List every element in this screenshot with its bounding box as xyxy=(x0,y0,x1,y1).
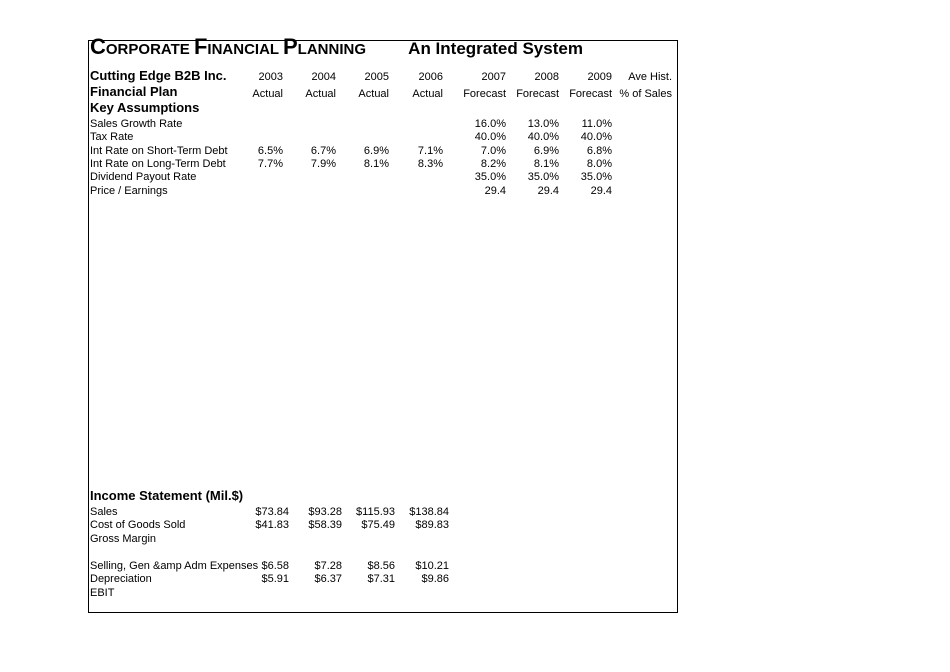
year-header: 2009 xyxy=(587,71,612,83)
assumption-value: 8.3% xyxy=(417,157,443,170)
year-type-header: Actual xyxy=(252,88,283,100)
year-header: Ave Hist. xyxy=(628,71,672,83)
income-value: $7.28 xyxy=(314,560,342,572)
income-value: $6.58 xyxy=(261,560,289,572)
year-header: 2008 xyxy=(534,71,559,83)
year-type-header: Forecast xyxy=(569,88,612,100)
page-title xyxy=(90,34,583,60)
income-value: $9.86 xyxy=(421,573,449,585)
assumption-value: 35.0% xyxy=(527,171,559,184)
assumption-value: 40.0% xyxy=(474,131,506,144)
assumption-value: 16.0% xyxy=(474,118,506,130)
page-subtitle: An Integrated System xyxy=(408,39,583,58)
assumption-value: 6.7% xyxy=(310,144,336,157)
assumption-value: 29.4 xyxy=(484,184,506,197)
income-value: $10.21 xyxy=(415,560,449,572)
assumption-value: 35.0% xyxy=(474,171,506,184)
assumption-value: 6.9% xyxy=(363,144,389,157)
year-type-header: % of Sales xyxy=(619,88,672,100)
assumption-value: 7.0% xyxy=(480,144,506,157)
income-label: EBIT xyxy=(90,587,115,599)
assumption-value: 35.0% xyxy=(580,171,612,184)
title-f-cap: F xyxy=(193,34,208,59)
income-value: $89.83 xyxy=(415,519,449,531)
company-name: Cutting Edge B2B Inc. xyxy=(90,68,227,83)
year-header: 2003 xyxy=(258,71,283,83)
income-value: $5.91 xyxy=(261,573,289,585)
assumption-value: 6.5% xyxy=(257,144,283,157)
income-value: $41.83 xyxy=(255,519,289,531)
title-p-cap: P xyxy=(282,34,298,59)
assumption-label: Tax Rate xyxy=(90,131,134,144)
assumption-label: Int Rate on Short-Term Debt xyxy=(90,144,228,157)
year-type-header: Actual xyxy=(412,88,443,100)
assumption-value: 7.9% xyxy=(310,157,336,170)
assumption-value: 8.1% xyxy=(533,157,559,170)
assumption-label: Dividend Payout Rate xyxy=(90,171,197,184)
income-value: $8.56 xyxy=(367,560,395,572)
assumption-value: 6.8% xyxy=(586,144,612,157)
assumption-value: 8.0% xyxy=(586,157,612,170)
year-header: 2005 xyxy=(364,71,389,83)
income-label: Cost of Goods Sold xyxy=(90,519,186,531)
assumption-value: 13.0% xyxy=(527,118,559,130)
income-label: Selling, Gen &amp Adm Expenses xyxy=(90,560,259,572)
title-p-rest: LANNING xyxy=(297,41,366,58)
assumptions-heading: Key Assumptions xyxy=(90,100,200,115)
plan-name: Financial Plan xyxy=(90,84,178,99)
year-type-header: Forecast xyxy=(516,88,559,100)
income-value: $138.84 xyxy=(409,506,449,518)
income-value: $58.39 xyxy=(308,519,342,531)
assumption-value: 40.0% xyxy=(527,131,559,144)
assumption-value: 7.7% xyxy=(257,157,283,170)
year-header: 2006 xyxy=(418,71,443,83)
title-c-cap: C xyxy=(90,34,106,59)
assumption-value: 6.9% xyxy=(533,144,559,157)
income-value: $75.49 xyxy=(361,519,395,531)
assumption-value: 8.1% xyxy=(363,157,389,170)
year-type-header: Actual xyxy=(358,88,389,100)
year-header: 2007 xyxy=(481,71,506,83)
assumption-label: Price / Earnings xyxy=(90,184,168,197)
assumption-value: 29.4 xyxy=(537,184,559,197)
income-label: Depreciation xyxy=(90,573,152,585)
assumption-value: 11.0% xyxy=(581,118,612,130)
assumption-label: Sales Growth Rate xyxy=(90,118,183,130)
title-c-rest: ORPORATE xyxy=(105,41,190,58)
title-f-rest: INANCIAL xyxy=(207,41,279,58)
income-value: $73.84 xyxy=(255,506,289,518)
income-heading: Income Statement (Mil.$) xyxy=(90,488,244,503)
income-value: $93.28 xyxy=(308,506,342,518)
assumption-value: 40.0% xyxy=(580,131,612,144)
assumption-value: 7.1% xyxy=(417,144,443,157)
income-label: Gross Margin xyxy=(90,533,157,545)
year-header: 2004 xyxy=(311,71,336,83)
assumption-value: 8.2% xyxy=(480,157,506,170)
assumption-label: Int Rate on Long-Term Debt xyxy=(90,157,226,170)
year-type-header: Actual xyxy=(305,88,336,100)
year-type-header: Forecast xyxy=(463,88,506,100)
income-label: Sales xyxy=(90,506,118,518)
income-value: $7.31 xyxy=(367,573,395,585)
income-value: $6.37 xyxy=(314,573,342,585)
income-value: $115.93 xyxy=(356,506,395,518)
assumption-value: 29.4 xyxy=(590,184,612,197)
